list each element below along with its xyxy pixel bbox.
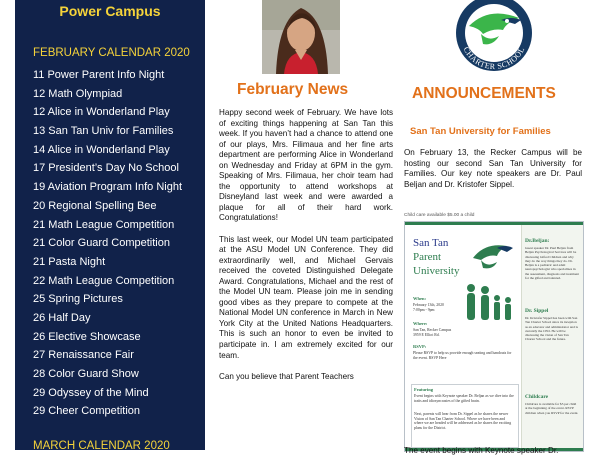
where-label: Where:	[413, 321, 428, 326]
flyer-title-line: University	[413, 265, 460, 277]
rsvp-label: RSVP:	[413, 344, 427, 349]
announcement-paragraph: On February 13, the Recker Campus will be hosting our second San Tan University for Families. Our key note speakers are Dr. Paul Beljan and Dr. Kristofer Sippel.	[404, 148, 582, 189]
featuring-text: Event begins with Keynote speaker Dr. Beljan as we dive into the traits and idiosyncrasies of the gifted brain.	[414, 394, 514, 403]
news-paragraph: Can you believe that Parent Teachers	[219, 371, 354, 381]
family-silhouette-icon	[461, 280, 517, 320]
calendar-sidebar	[15, 0, 205, 450]
news-paragraph: This last week, our Model UN team participated at the ASU Model UN Conference. They did extraordinarily well, and Michael Gervais received the coveted Distinguished Delegate Award. Congratulations, Michael and the rest of the Model UN team. Please join me in sending good vibes as they prepare to compete at the National Model UN conference in March in New York City at the United Nations Headquarters. This is such an honor to even be invited to participate in. I am extremely excited for our team.	[219, 234, 393, 360]
event-item: 21 Color Guard Competition	[33, 237, 170, 250]
event-item: 21 Math League Competition	[33, 218, 175, 231]
beljan-text: Guest speaker Dr. Paul Beljan from Beljan Psychological Services will be discussing Gifted Children and why they do the way things they do. Dr. Beljan is a pediatric and adult neuropsychologist who specializes in the assessment, diagnosis and treatment for the gifted and talented.	[525, 246, 579, 281]
flyer-title-line: San Tan	[413, 237, 449, 249]
event-item: 12 Math Olympiad	[33, 87, 123, 100]
event-item: 21 Pasta Night	[33, 255, 106, 268]
featuring-text-2: Next, parents will hear from Dr. Sippel as he shares the newer Vision of San Tan Charter School. Where we have been and where we are headed will be addressed as he shares the exciting plans for the District.	[414, 412, 512, 430]
sippel-label: Dr. Sippel	[525, 308, 549, 314]
childcare-text: Childcare is available for $5 per child at the beginning of the event. RSVP children when you RSVP for the event.	[525, 402, 579, 415]
logo-text: CHARTER SCHOOL	[461, 45, 527, 72]
event-item: 26 Half Day	[33, 311, 91, 324]
announcement-text	[404, 148, 582, 201]
university-flyer	[404, 221, 584, 452]
event-item: 20 Regional Spelling Bee	[33, 199, 157, 212]
event-item: 11 Power Parent Info Night	[33, 69, 165, 81]
event-item: 12 Alice in Wonderland Play	[33, 106, 170, 119]
event-item: 29 Odyssey of the Mind	[33, 386, 149, 399]
event-item: 22 Math League Competition	[33, 274, 175, 287]
event-item: 14 Alice in Wonderland Play	[33, 143, 170, 156]
campus-title: Power Campus	[59, 3, 161, 19]
where-text: San Tan, Recker Campus 3959 E Elliot Rd.	[413, 328, 452, 337]
childcare-caption: Child care available $5.00 a child	[404, 213, 475, 218]
flyer-eagle-icon	[471, 238, 515, 272]
flyer-title-line: Parent	[413, 251, 442, 263]
event-item: 29 Cheer Competition	[33, 405, 141, 418]
event-item: 19 Aviation Program Info Night	[33, 181, 182, 194]
sippel-text: Dr. Kristofer Sippel has been with San Tan Charter School since its inception as an educator and administrator and is currently the CEO. He will be discussing the vision of San Tan Charter School and the future.	[525, 316, 578, 342]
announcement-subheading: San Tan University for Families	[410, 126, 551, 137]
february-calendar-heading: FEBRUARY CALENDAR 2020	[33, 47, 190, 59]
event-item: 13 San Tan Univ for Families	[33, 125, 174, 138]
event-item: 28 Color Guard Show	[33, 368, 139, 380]
february-news-heading: February News	[237, 81, 349, 98]
beljan-label: Dr.Beljan:	[525, 238, 550, 244]
announcements-heading: ANNOUNCEMENTS	[412, 85, 556, 102]
childcare-label: Childcare	[525, 394, 549, 400]
event-list	[33, 66, 182, 421]
featuring-label: Featuring	[414, 387, 433, 392]
principal-photo	[262, 0, 340, 74]
when-text: February 13th, 2020 7:00pm - 9pm	[413, 303, 444, 312]
school-logo	[441, 0, 547, 74]
event-item: 27 Renaissance Fair	[33, 349, 134, 362]
when-label: When:	[413, 296, 427, 301]
event-item: 17 President’s Day No School	[33, 162, 179, 175]
news-column	[219, 108, 393, 393]
event-item: 26 Elective Showcase	[33, 330, 141, 343]
announcement-continued: The event begins with Keynote speaker Dr.	[404, 446, 559, 455]
news-paragraph: Happy second week of February. We have lots of exciting things happening at San Tan this week. If you haven’t had a chance to attend one of our plays, Mrs. Filimaua and her fine arts department are performing Alice in Wonderland on Wednesday and Friday at 6PM in the gym. Speaking of Mrs. Filimaua, her choir team had the opportunity to attend workshops at Disneyland last week and were awarded a plaque for all of their hard work. Congratulations!	[219, 108, 393, 223]
rsvp-text: Please RSVP to help us provide enough seating and handouts for the event. RSVP Here	[413, 351, 512, 360]
march-calendar-heading: MARCH CALENDAR 2020	[33, 440, 170, 450]
event-item: 25 Spring Pictures	[33, 293, 123, 306]
